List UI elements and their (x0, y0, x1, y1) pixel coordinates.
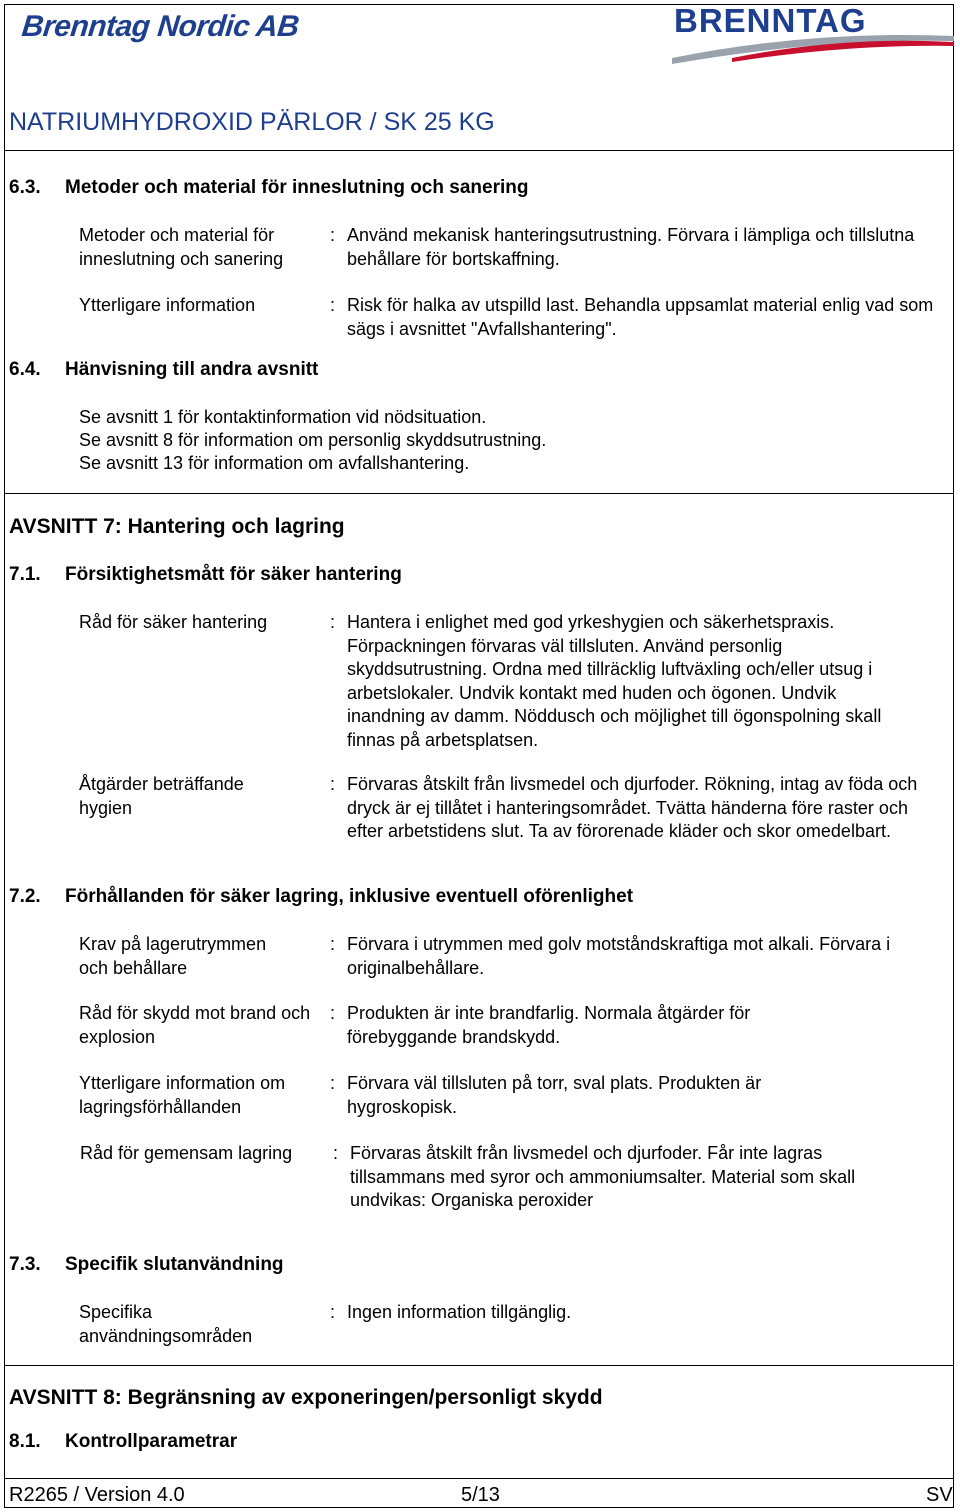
field-value: Produkten är inte brandfarlig. Normala åtgärder för förebyggande brandskydd. (347, 1003, 751, 1047)
section-heading-8-1: Kontrollparametrar (65, 1431, 238, 1452)
field-label: Råd för skydd mot brand och explosion (79, 1003, 311, 1047)
brenntag-logo (672, 2, 954, 68)
colon-separator: : (330, 225, 336, 245)
colon-separator: : (330, 774, 336, 794)
colon-separator: : (330, 934, 336, 954)
section-heading-6-4: Hänvisning till andra avsnitt (65, 359, 319, 380)
logo-swoosh-icon (672, 28, 954, 68)
section-8-title: AVSNITT 8: Begränsning av exponeringen/personligt skydd (9, 1386, 603, 1409)
field-value: Risk för halka av utspilld last. Behandla uppsamlat material enlig vad som sägs i avsnittet "Avfallshantering". (347, 295, 934, 339)
reference-line: Se avsnitt 8 för information om personlig skyddsutrustning. (79, 430, 547, 450)
section-number-8-1: 8.1. (9, 1431, 41, 1452)
field-value: Förvaras åtskilt från livsmedel och djurfoder. Får inte lagras tillsammans med syror och ammoniumsalter. Material som skall undvikas: Organiska peroxider (350, 1143, 856, 1210)
colon-separator: : (330, 1302, 336, 1322)
section-7-title: AVSNITT 7: Hantering och lagring (9, 515, 345, 538)
page-number: 5/13 (461, 1484, 500, 1506)
brenntag-nordic-logo: Brenntag Nordic AB (20, 10, 301, 43)
section-divider (4, 1365, 954, 1366)
reference-line: Se avsnitt 13 för information om avfallshantering. (79, 453, 470, 473)
section-number-6-4: 6.4. (9, 359, 41, 380)
section-number-7-2: 7.2. (9, 886, 41, 907)
field-value: Förvara i utrymmen med golv motståndskraftiga mot alkali. Förvara i originalbehållare. (347, 934, 891, 978)
colon-separator: : (333, 1143, 339, 1163)
field-label: Ytterligare information om lagringsförhållanden (79, 1073, 286, 1117)
version-label: R2265 / Version 4.0 (9, 1484, 185, 1506)
section-heading-6-3: Metoder och material för inneslutning och sanering (65, 177, 529, 198)
language-code: SV (926, 1484, 953, 1506)
colon-separator: : (330, 612, 336, 632)
field-value: Ingen information tillgänglig. (347, 1302, 572, 1322)
header-divider (4, 150, 954, 151)
reference-line: Se avsnitt 1 för kontaktinformation vid nödsituation. (79, 407, 487, 427)
field-value: Förvaras åtskilt från livsmedel och djurfoder. Rökning, intag av föda och dryck är ej tillåtet i hanteringsområdet. Tvätta händerna före raster och efter arbetstidens slut. Ta av förorenade kläder och skor omedelbart. (347, 774, 918, 841)
field-value: Hantera i enlighet med god yrkeshygien och säkerhetspraxis. Förpackningen förvaras väl tillsluten. Använd personlig skyddsutrustning. Ordna med tillräcklig luftväxling och/eller utsug i arbetslokaler. Undvik kontakt med huden och ögonen. Undvik inandning av damm. Nöddusch och möjlighet till ögonspolning skall finnas på arbetsplatsen. (347, 612, 882, 750)
section-heading-7-1: Försiktighetsmått för säker hantering (65, 564, 402, 585)
section-divider (4, 493, 954, 494)
field-label: Ytterligare information (79, 295, 256, 315)
colon-separator: : (330, 1073, 336, 1093)
field-label: Råd för gemensam lagring (80, 1143, 293, 1163)
field-label: Råd för säker hantering (79, 612, 268, 632)
section-number-6-3: 6.3. (9, 177, 41, 198)
field-value: Förvara väl tillsluten på torr, sval plats. Produkten är hygroskopisk. (347, 1073, 762, 1117)
footer-divider (4, 1478, 954, 1479)
product-title: NATRIUMHYDROXID PÄRLOR / SK 25 KG (9, 108, 495, 136)
section-heading-7-2: Förhållanden för säker lagring, inklusive eventuell oförenlighet (65, 886, 634, 907)
field-label: Specifika användningsområden (79, 1302, 253, 1346)
colon-separator: : (330, 295, 336, 315)
brenntag-logo-word: BRENNTAG (674, 2, 867, 39)
colon-separator: : (330, 1003, 336, 1023)
field-label: Krav på lagerutrymmen och behållare (79, 934, 267, 978)
field-label: Åtgärder beträffande hygien (79, 774, 244, 818)
section-number-7-1: 7.1. (9, 564, 41, 585)
section-heading-7-3: Specifik slutanvändning (65, 1254, 284, 1275)
field-label: Metoder och material för inneslutning och sanering (79, 225, 284, 269)
field-value: Använd mekanisk hanteringsutrustning. Förvara i lämpliga och tillslutna behållare för bortskaffning. (347, 225, 915, 269)
section-number-7-3: 7.3. (9, 1254, 41, 1275)
